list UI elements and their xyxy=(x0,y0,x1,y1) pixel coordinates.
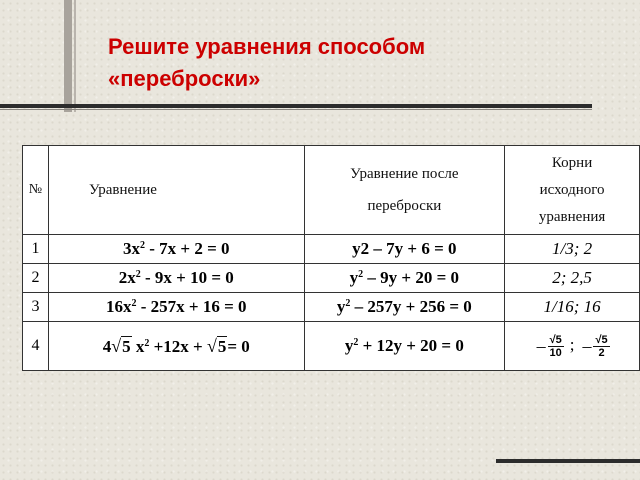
table-row xyxy=(23,322,640,371)
decor-top-rule-thin xyxy=(0,109,592,110)
after-part: у xyxy=(344,336,354,355)
after-part: + 12у + 20 = 0 xyxy=(358,336,464,355)
decor-vertical-bar xyxy=(64,0,72,112)
eq-exponent: 2 xyxy=(144,337,150,349)
after-part: – 9у + 20 = 0 xyxy=(363,268,460,287)
root-fraction-1 xyxy=(548,334,564,359)
row-equation xyxy=(48,235,304,264)
row-after xyxy=(304,293,505,322)
separator: ; xyxy=(569,334,575,354)
row-roots: 1/3; 2 xyxy=(505,235,640,264)
table-row xyxy=(23,235,640,264)
eq-part: 2x xyxy=(118,268,136,287)
header-after-line2: переброски xyxy=(367,198,442,214)
header-equation: Уравнение xyxy=(48,146,304,235)
eq-part: x xyxy=(131,336,145,356)
eq-coef: 4 xyxy=(102,336,112,356)
root-fraction-2 xyxy=(593,334,609,359)
header-after xyxy=(304,146,505,235)
header-roots-line2: исходного xyxy=(539,181,605,198)
eq-part: - 7x + 2 = 0 xyxy=(144,239,230,258)
eq-part: - 257x + 16 = 0 xyxy=(136,297,247,316)
header-num: № xyxy=(23,146,49,235)
header-roots-line1: Корни xyxy=(551,154,593,171)
row-roots xyxy=(505,322,640,371)
eq-part: 3x xyxy=(122,239,140,258)
minus-sign: – xyxy=(582,335,592,356)
row-after: у2 – 7у + 6 = 0 xyxy=(304,235,505,264)
row-after xyxy=(304,322,505,371)
table-row xyxy=(23,293,640,322)
sqrt-radicand: 5 xyxy=(217,336,227,356)
after-part: у xyxy=(349,268,359,287)
table-row xyxy=(23,264,640,293)
eq-part: - 9x + 10 = 0 xyxy=(140,268,234,287)
eq-exponent: 2 xyxy=(131,298,137,309)
row-number: 2 xyxy=(23,264,49,293)
fraction-numerator: √5 xyxy=(549,333,562,346)
slide-title xyxy=(108,31,528,95)
eq-part: +12x + xyxy=(149,336,207,356)
title-line-1: Решите уравнения способом xyxy=(108,34,426,59)
row-number: 3 xyxy=(23,293,49,322)
header-roots xyxy=(505,146,640,235)
minus-sign: – xyxy=(536,335,546,356)
decor-bottom-rule xyxy=(496,459,640,463)
decor-vertical-bar-thin xyxy=(74,0,76,112)
row-after xyxy=(304,264,505,293)
table-header-row xyxy=(23,146,640,235)
row-roots: 2; 2,5 xyxy=(505,264,640,293)
title-line-2: «переброски» xyxy=(108,66,261,91)
header-after-line1: Уравнение после xyxy=(350,166,459,182)
after-part: у xyxy=(336,297,346,316)
after-part: – 257у + 256 = 0 xyxy=(350,297,472,316)
sqrt-icon: √5 xyxy=(206,335,227,356)
after-exponent: 2 xyxy=(345,298,351,309)
row-equation xyxy=(48,322,304,371)
row-equation xyxy=(48,293,304,322)
after-exponent: 2 xyxy=(358,269,364,280)
fraction-numerator: √5 xyxy=(595,333,608,346)
eq-part: 16x xyxy=(105,297,132,316)
sqrt-icon: √5 xyxy=(111,335,131,356)
eq-part: = 0 xyxy=(227,336,250,356)
row-roots: 1/16; 16 xyxy=(505,293,640,322)
decor-top-rule xyxy=(0,104,592,108)
eq-exponent: 2 xyxy=(139,240,145,251)
after-exponent: 2 xyxy=(353,337,359,348)
row-equation xyxy=(48,264,304,293)
fraction-denominator: 10 xyxy=(549,346,562,359)
row-number: 4 xyxy=(23,322,49,371)
header-roots-line3: уравнения xyxy=(538,208,606,225)
fraction-denominator: 2 xyxy=(598,346,605,359)
equations-table xyxy=(22,145,640,371)
row-number: 1 xyxy=(23,235,49,264)
sqrt-radicand: 5 xyxy=(122,336,131,356)
eq-exponent: 2 xyxy=(135,269,141,280)
